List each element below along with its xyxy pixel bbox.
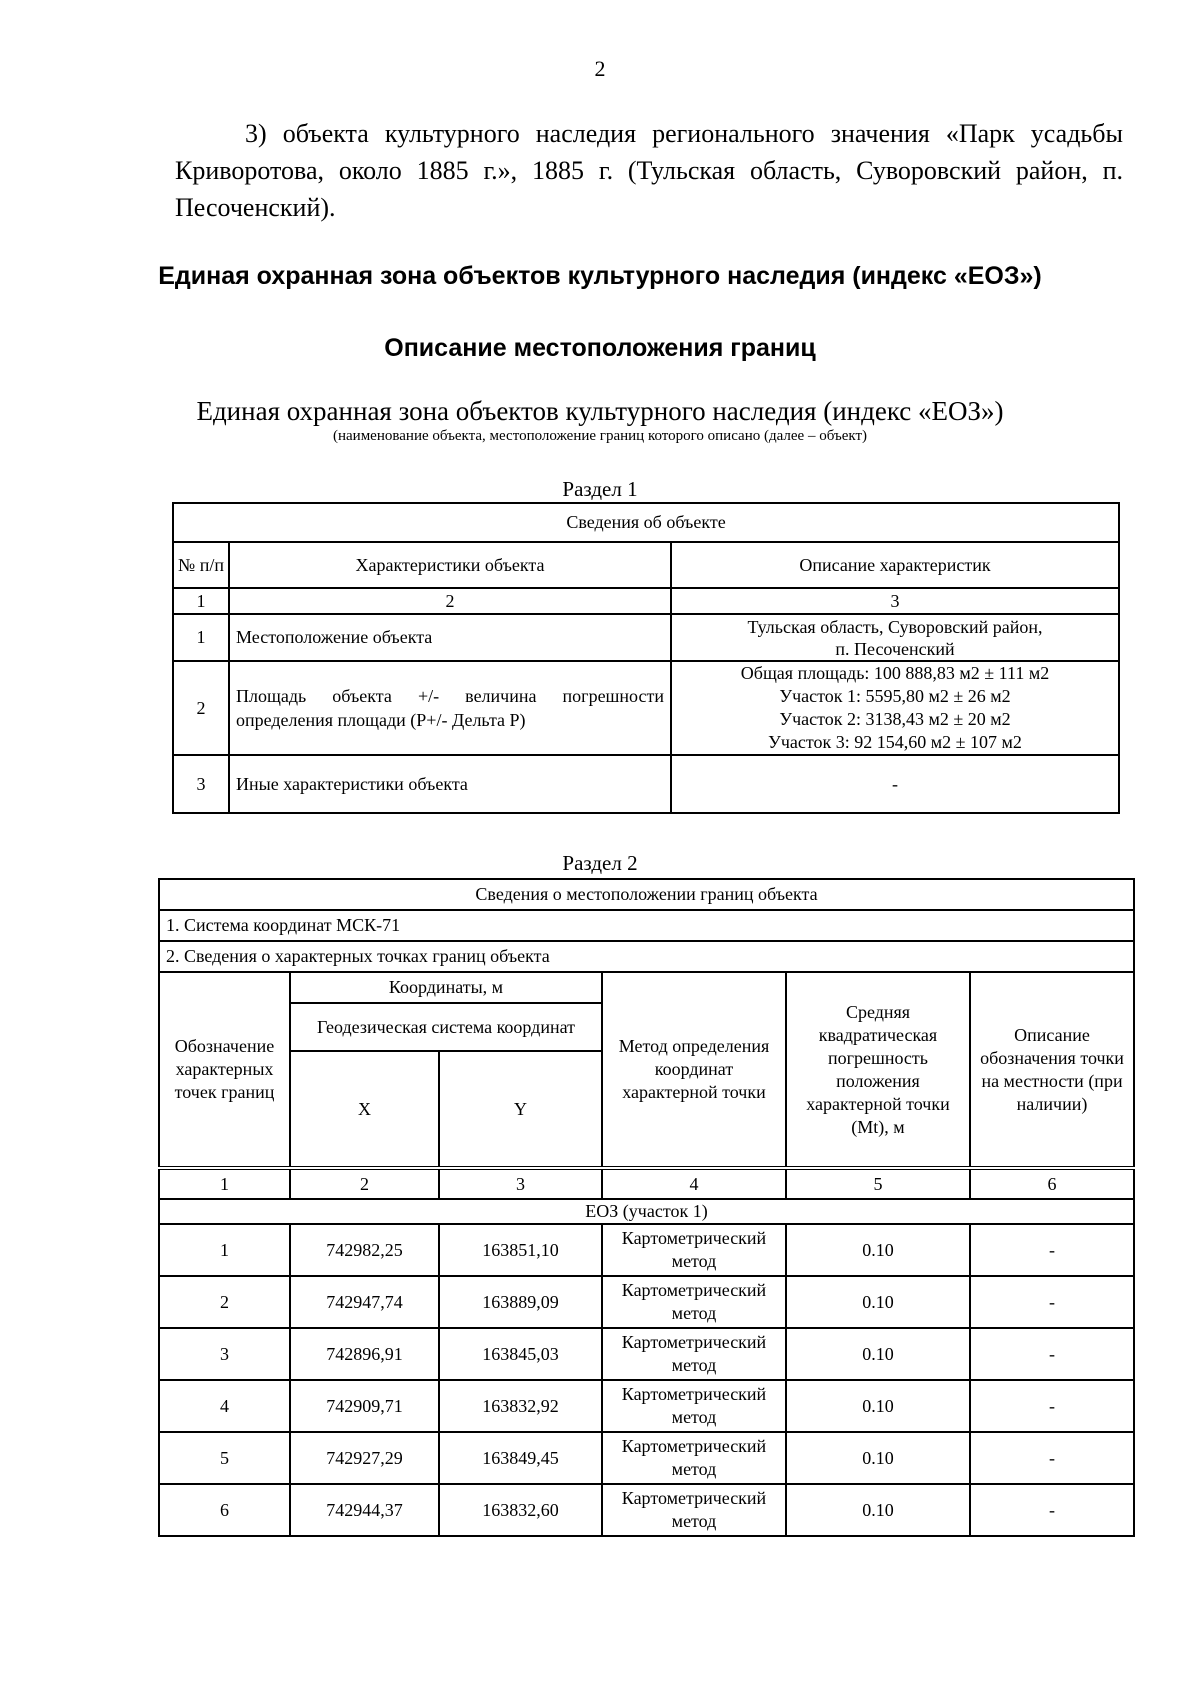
col-number: 6 (970, 1168, 1134, 1199)
cell-desc: - (970, 1276, 1134, 1328)
cell-point: 5 (159, 1432, 290, 1484)
cell-method: Картометрический метод (602, 1276, 786, 1328)
cell-point: 1 (159, 1224, 290, 1276)
boundary-points-table (158, 878, 1135, 1537)
row-value (671, 614, 1119, 661)
table-row (173, 755, 1119, 813)
cell-x: 742909,71 (290, 1380, 439, 1432)
header-method: Метод определения координат характерной точки (602, 972, 786, 1168)
col-number: 3 (671, 588, 1119, 614)
cell-y: 163851,10 (439, 1224, 602, 1276)
row-name: Площадь объекта +/- величина погрешности определения площади (Р+/- Дельта Р) (229, 661, 671, 755)
header-description: Описание характеристик (671, 542, 1119, 588)
table-row (159, 1484, 1134, 1536)
header-characteristics: Характеристики объекта (229, 542, 671, 588)
cell-y: 163845,03 (439, 1328, 602, 1380)
col-number: 1 (173, 588, 229, 614)
header-geodetic-system: Геодезическая система координат (290, 1003, 602, 1051)
cell-x: 742947,74 (290, 1276, 439, 1328)
cell-x: 742896,91 (290, 1328, 439, 1380)
section2-title: Раздел 2 (562, 851, 638, 875)
cell-error: 0.10 (786, 1328, 970, 1380)
description-heading: Описание местоположения границ (384, 334, 816, 362)
col-number: 3 (439, 1168, 602, 1199)
col-number: 2 (290, 1168, 439, 1199)
col-number: 4 (602, 1168, 786, 1199)
cell-y: 163832,92 (439, 1380, 602, 1432)
cell-y: 163889,09 (439, 1276, 602, 1328)
header-location-desc: Описание обозначения точки на местности (при наличии) (970, 972, 1134, 1168)
cell-y: 163832,60 (439, 1484, 602, 1536)
cell-x: 742944,37 (290, 1484, 439, 1536)
cell-y: 163849,45 (439, 1432, 602, 1484)
cell-method: Картометрический метод (602, 1484, 786, 1536)
cell-x: 742927,29 (290, 1432, 439, 1484)
header-x: X (290, 1051, 439, 1168)
header-num: № п/п (173, 542, 229, 588)
value-line: Общая площадь: 100 888,83 м2 ± 111 м2 (740, 663, 1050, 683)
cell-desc: - (970, 1224, 1134, 1276)
cell-desc: - (970, 1328, 1134, 1380)
row-value: - (671, 755, 1119, 813)
col-number: 1 (159, 1168, 290, 1199)
value-line: Тульская область, Суворовский район, (747, 616, 1043, 637)
table-row (159, 1432, 1134, 1484)
header-point-designation: Обозначение характерных точек границ (159, 972, 290, 1168)
table-row (159, 1328, 1134, 1380)
object-caption: (наименование объекта, местоположение границ которого описано (далее – объект) (332, 428, 868, 444)
header-error: Средняя квадратическая погрешность положения характерной точки (Mt), м (786, 972, 970, 1168)
table-title: Сведения о местоположении границ объекта (159, 879, 1134, 910)
table-row (159, 1224, 1134, 1276)
col-number: 2 (229, 588, 671, 614)
col-number: 5 (786, 1168, 970, 1199)
cell-error: 0.10 (786, 1224, 970, 1276)
cell-method: Картометрический метод (602, 1380, 786, 1432)
object-info-table (172, 502, 1120, 814)
cell-method: Картометрический метод (602, 1224, 786, 1276)
row-num: 2 (173, 661, 229, 755)
table-row (173, 614, 1119, 661)
cell-point: 3 (159, 1328, 290, 1380)
cell-desc: - (970, 1484, 1134, 1536)
intro-paragraph: 3) объекта культурного наследия регионального значения «Парк усадьбы Криворотова, около 1885 г.», 1885 г. (Тульская область, Суворовский район, п. Песоченский). (175, 119, 1123, 222)
group-label: ЕОЗ (участок 1) (159, 1199, 1134, 1224)
cell-error: 0.10 (786, 1380, 970, 1432)
row-num: 1 (173, 614, 229, 661)
header-y: Y (439, 1051, 602, 1168)
table-row (159, 1276, 1134, 1328)
row-value (671, 661, 1119, 755)
value-line: Участок 3: 92 154,60 м2 ± 107 м2 (768, 732, 1022, 752)
object-name: Единая охранная зона объектов культурного наследия (индекс «ЕОЗ») (196, 396, 1004, 426)
cell-point: 2 (159, 1276, 290, 1328)
header-coordinates: Координаты, м (290, 972, 602, 1003)
points-info: 2. Сведения о характерных точках границ объекта (159, 941, 1134, 972)
value-line: п. Песоченский (835, 638, 955, 659)
cell-desc: - (970, 1380, 1134, 1432)
row-name: Иные характеристики объекта (229, 755, 671, 813)
cell-error: 0.10 (786, 1276, 970, 1328)
cell-point: 6 (159, 1484, 290, 1536)
value-line: Участок 1: 5595,80 м2 ± 26 м2 (779, 686, 1011, 706)
zone-heading: Единая охранная зона объектов культурного наследия (индекс «ЕОЗ») (158, 262, 1042, 290)
cell-point: 4 (159, 1380, 290, 1432)
cell-method: Картометрический метод (602, 1328, 786, 1380)
section1-title: Раздел 1 (562, 477, 638, 501)
value-line: Участок 2: 3138,43 м2 ± 20 м2 (779, 709, 1011, 729)
row-name: Местоположение объекта (229, 614, 671, 661)
cell-error: 0.10 (786, 1432, 970, 1484)
page-number: 2 (594, 56, 606, 81)
row-num: 3 (173, 755, 229, 813)
cell-method: Картометрический метод (602, 1432, 786, 1484)
coordinate-system: 1. Система координат МСК-71 (159, 910, 1134, 941)
table-row (159, 1380, 1134, 1432)
table-row (173, 661, 1119, 755)
cell-x: 742982,25 (290, 1224, 439, 1276)
cell-desc: - (970, 1432, 1134, 1484)
table-title: Сведения об объекте (173, 503, 1119, 542)
cell-error: 0.10 (786, 1484, 970, 1536)
